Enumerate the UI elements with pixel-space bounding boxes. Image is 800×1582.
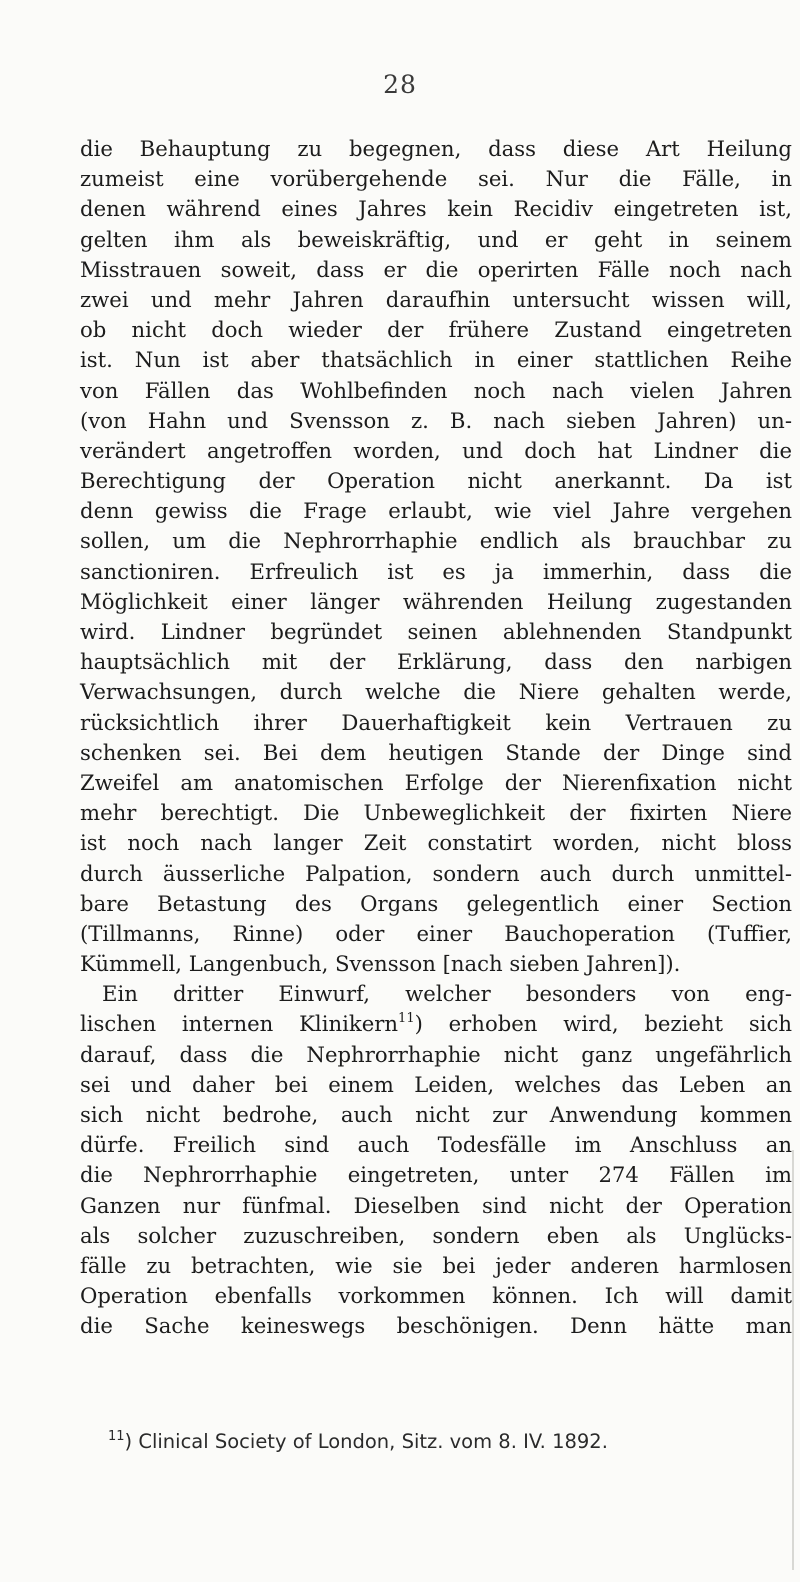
text-line: wird. Lindner begründet seinen ablehnenden Standpunkt <box>80 619 792 644</box>
text-line: zumeist eine vorübergehende sei. Nur die Fälle, in <box>80 166 792 192</box>
text-line: Misstrauen soweit, dass er die operirten Fälle noch nach <box>80 256 792 282</box>
text-segment: lischen internen Klinikern <box>80 1011 399 1037</box>
footnote-mark: 11 <box>108 1429 125 1444</box>
text-line: Berechtigung der Operation nicht anerkannt. Da ist <box>80 468 792 494</box>
text-line: verändert angetroffen worden, und doch hat Lindner die <box>80 437 792 463</box>
text-line: als solcher zuzuschreiben, sondern eben als Unglücks- <box>80 1222 792 1248</box>
text-line: (Tillmanns, Rinne) oder einer Bauchoperation (Tuffier, <box>80 920 792 946</box>
text-line: Ganzen nur fünfmal. Dieselben sind nicht der Operation <box>80 1192 792 1218</box>
text-line: ist. Nun ist aber thatsächlich in einer stattlichen Reihe <box>80 347 792 373</box>
text-line: sanctioniren. Erfreulich ist es ja immerhin, dass die <box>80 558 792 584</box>
text-line: ob nicht doch wieder der frühere Zustand eingetreten <box>80 317 792 343</box>
page-number: 28 <box>383 70 417 99</box>
text-line-with-footnote-ref <box>80 1009 792 1039</box>
text-line: Operation ebenfalls vorkommen können. Ich will damit <box>80 1283 792 1309</box>
text-line: Möglichkeit einer länger währenden Heilung zugestanden <box>80 588 792 614</box>
text-line: rücksichtlich ihrer Dauerhaftigkeit kein Vertrauen zu <box>80 709 792 735</box>
footnote <box>108 1430 608 1453</box>
text-line: durch äusserliche Palpation, sondern auch durch unmittel- <box>80 860 792 886</box>
text-line: denn gewiss die Frage erlaubt, wie viel Jahre vergehen <box>80 498 792 524</box>
text-line: die Behauptung zu begegnen, dass diese Art Heilung <box>80 136 792 161</box>
text-line: bare Betastung des Organs gelegentlich einer Section <box>80 890 792 916</box>
body-text <box>80 134 792 1342</box>
text-line: Kümmell, Langenbuch, Svensson [nach sieben Jahren]). <box>80 951 681 977</box>
text-line: dürfe. Freilich sind auch Todesfälle im Anschluss an <box>80 1132 792 1158</box>
text-line: gelten ihm als beweiskräftig, und er geht in seinem <box>80 226 792 252</box>
text-line: denen während eines Jahres kein Recidiv eingetreten ist, <box>80 196 792 222</box>
text-line: die Sache keineswegs beschönigen. Denn hätte man <box>80 1313 792 1339</box>
footnote-text: ) Clinical Society of London, Sitz. vom 8. IV. 1892. <box>124 1430 608 1453</box>
text-line: zwei und mehr Jahren daraufhin untersucht wissen will, <box>80 286 792 312</box>
text-line: Zweifel am anatomischen Erfolge der Nierenfixation nicht <box>80 769 792 795</box>
text-line: mehr berechtigt. Die Unbeweglichkeit der fixirten Niere <box>80 800 792 826</box>
text-line: Verwachsungen, durch welche die Niere gehalten werde, <box>80 679 792 705</box>
text-line: fälle zu betrachten, wie sie bei jeder anderen harmlosen <box>80 1252 792 1278</box>
text-line: von Fällen das Wohlbefinden noch nach vielen Jahren <box>80 377 792 403</box>
scan-edge-shadow <box>792 1150 794 1570</box>
text-line: (von Hahn und Svensson z. B. nach sieben Jahren) un- <box>80 407 792 433</box>
text-line: schenken sei. Bei dem heutigen Stande der Dinge sind <box>80 739 792 765</box>
text-line: darauf, dass die Nephrorrhaphie nicht ganz ungefährlich <box>80 1041 792 1067</box>
text-segment: ) erhoben wird, bezieht sich <box>414 1011 792 1037</box>
text-line: sei und daher bei einem Leiden, welches das Leben an <box>80 1071 792 1097</box>
footnote-reference: 11 <box>398 1011 415 1027</box>
text-line: hauptsächlich mit der Erklärung, dass den narbigen <box>80 649 792 675</box>
text-line: die Nephrorrhaphie eingetreten, unter 274 Fällen im <box>80 1162 792 1188</box>
text-line: sollen, um die Nephrorrhaphie endlich als brauchbar zu <box>80 528 792 554</box>
text-line: ist noch nach langer Zeit constatirt worden, nicht bloss <box>80 830 792 856</box>
text-line: Ein dritter Einwurf, welcher besonders von eng- <box>102 981 792 1007</box>
text-line: sich nicht bedrohe, auch nicht zur Anwendung kommen <box>80 1102 792 1127</box>
